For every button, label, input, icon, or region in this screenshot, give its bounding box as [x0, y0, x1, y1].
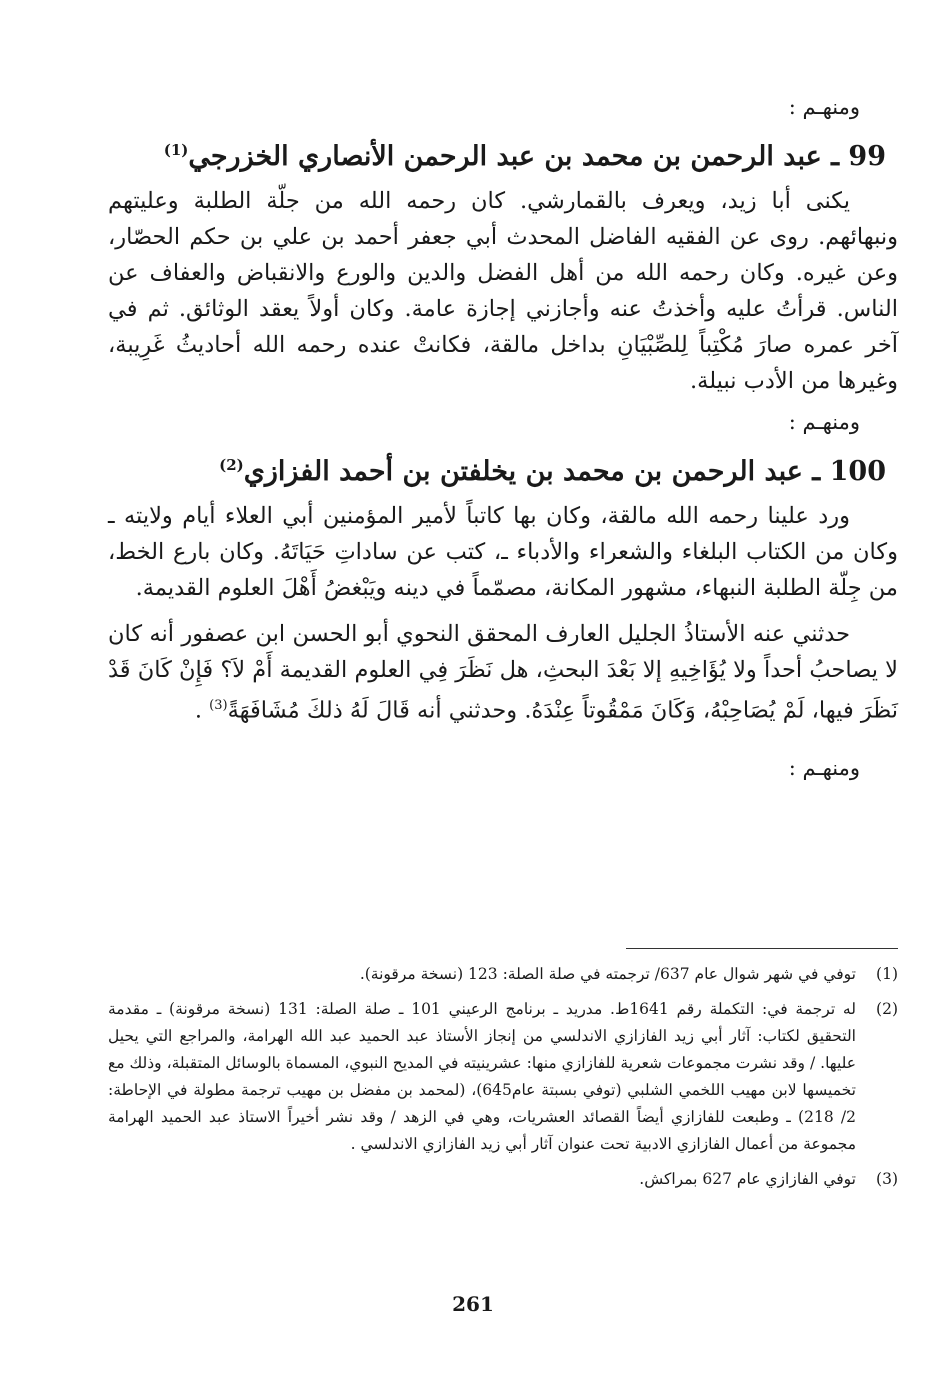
section-intro: ومنهـم : — [788, 410, 860, 434]
entry-100-paragraph-2 — [108, 616, 898, 729]
entry-100-title-text: 100 ـ عبد الرحمن بن محمد بن يخلفتن بن أحمد الفزازي — [243, 456, 886, 487]
entry-100-title — [108, 447, 898, 490]
entry-99-title-text: 99 ـ عبد الرحمن بن محمد بن عبد الرحمن الأنصاري الخزرجي — [188, 141, 886, 172]
entry-100-paragraph-2-text: حدثني عنه الأستاذُ الجليل العارف المحقق النحوي أبو الحسن ابن عصفور أنه كان لا يصاحبُ أحداً ولا يُؤَاخِيهِ إلا بَعْدَ البحثِ، هل نَظَرَ فِي العلوم القديمة أَمْ لاَ؟ فَإِنْ كَانَ قَدْ نَظَرَ فيها، لَمْ يُصَاحِبْهُ، وَكَانَ مَمْقُوتاً عِنْدَهُ. وحدثني أنه قَالَ لَهُ ذلكَ مُشَافَهَةً — [108, 621, 898, 724]
entry-99-note-ref[interactable]: (1) — [163, 141, 189, 159]
entry-100-paragraph-2-end: . — [194, 697, 210, 724]
footnote-number: (3) — [876, 1170, 898, 1188]
section-intro: ومنهـم : — [788, 755, 860, 780]
footnote-divider — [626, 948, 898, 949]
footnote-number: (1) — [876, 965, 898, 983]
footnote-2 — [108, 996, 898, 1158]
footnote-number: (2) — [876, 1000, 898, 1018]
footnotes — [108, 948, 898, 1201]
entry-100-note-ref[interactable]: (2) — [219, 456, 244, 474]
page-body — [108, 60, 898, 783]
section-intro: ومنهـم : — [788, 95, 860, 119]
footnote-3 — [108, 1166, 898, 1193]
entry-100-note-ref-3[interactable]: (3) — [209, 698, 228, 713]
footnote-text: توفي الفازازي عام 627 بمراكش. — [639, 1170, 856, 1188]
page-number: 261 — [452, 1292, 494, 1316]
entry-99-title — [108, 132, 898, 175]
footnote-text: له ترجمة في: التكملة رقم 1641ط. مدريد ـ برنامج الرعيني 101 ـ صلة الصلة: 131 (نسخة مرقونة) ـ مقدمة التحقيق لكتاب: آثار أبي زيد الفازازي الاندلسي من إنجاز الأستاذ عبد الحميد عبد الله الهرامة، والمراجع التي يحيل عليها. / وقد نشرت مجموعات شعرية للفازازي منها: عشرينيته في المديح النبوي، المسماة بالوسائل المتقبلة، وذلك مع تخميسها لابن مهيب اللخمي الشلبي (توفي بسبتة عام645)، (لمحمد بن مفضل بن مهيب ترجمة مطولة في الإحاطة: 2/ 218) ـ وطبعت للفازازي أيضاً القصائد العشريات، وهي في الزهد / وقد نشر أخيراً الاستاذ عبد الحميد الهرامة مجموعة من أعمال الفازازي الادبية تحت عنوان آثار أبي زيد الفازازي الاندلسي . — [108, 1000, 857, 1153]
footnote-text: توفي في شهر شوال عام 637/ ترجمته في صلة الصلة: 123 (نسخة مرقونة). — [359, 965, 856, 983]
footnote-1 — [108, 961, 898, 988]
entry-100-paragraph-1: ورد علينا رحمه الله مالقة، وكان بها كاتباً لأمير المؤمنين أبي العلاء أيام ولايته ـ وكان من الكتاب البلغاء والشعراء والأدباء ـ، كتب عن ساداتِ حَيَاتَهُ. وكان بارع الخط، من جِلّة الطلبة النبهاء، مشهور المكانة، مصمّماً في دينه ويَبْغضُ أَهْلَ العلوم القديمة. — [108, 503, 898, 601]
entry-99-paragraph: يكنى أبا زيد، ويعرف بالقمارشي. كان رحمه الله من جلّة الطلبة وعليتهم ونبهائهم. روى عن الفقيه الفاضل المحدث أبي جعفر أحمد بن علي بن حكم الحصّار، وعن غيره. وكان رحمه الله من أهل الفضل والدين والورع والانقباض والعفاف عن الناس. قرأتُ عليه وأخذتُ عنه وأجازني إجازة عامة. وكان أولاً يعقد الوثائق. ثم في آخر عمره صارَ مُكْتِباً لِلصِّبْيَانِ بداخل مالقة، فكانتْ عنده رحمه الله أحاديثُ غَرِيبة، وغيرها من الأدب نبيلة. — [108, 188, 898, 394]
